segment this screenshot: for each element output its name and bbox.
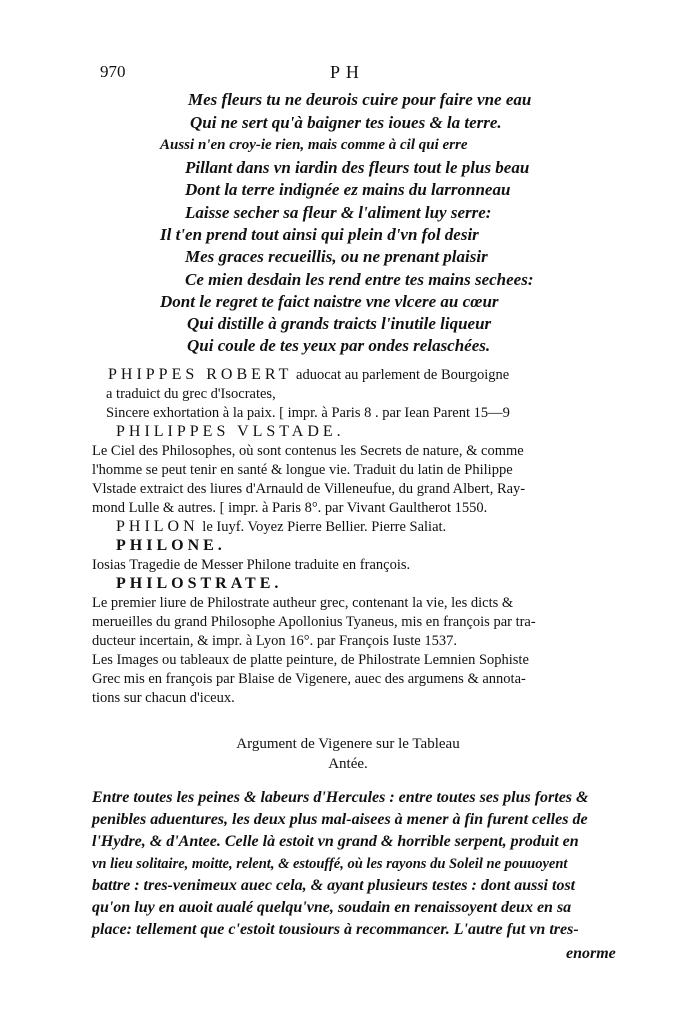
- entry-robert-line: [108, 366, 509, 384]
- prose-line: Entre toutes les peines & labeurs d'Hercules : entre toutes ses plus fortes &: [92, 789, 589, 806]
- page-number: 970: [100, 62, 126, 81]
- prose-line: qu'on luy en auoit aualé quelqu'vne, soudain en renaissoyent deux en sa: [92, 899, 572, 916]
- entry-text: Les Images ou tableaux de platte peinture, de Philostrate Lemnien Sophiste: [92, 652, 529, 668]
- prose-line: vn lieu solitaire, moitte, relent, & estouffé, où les rayons du Soleil ne pouuoyent: [92, 856, 568, 872]
- prose-line: battre : tres-venimeux auec cela, & ayant plusieurs testes : dont aussi tost: [92, 877, 576, 894]
- running-head: P H: [330, 62, 360, 82]
- entry-text: Grec mis en françois par Blaise de Vigenere, auec des argumens & annota-: [92, 671, 526, 687]
- poem-line: Aussi n'en croy-ie rien, mais comme à cil qui erre: [160, 137, 468, 153]
- page-header: [0, 62, 696, 88]
- entry-text: Le Ciel des Philosophes, où sont contenus les Secrets de nature, & comme: [92, 443, 524, 459]
- entry-text: Le premier liure de Philostrate autheur grec, contenant la vie, les dicts &: [92, 595, 514, 611]
- poem-line: Pillant dans vn iardin des fleurs tout le plus beau: [185, 158, 530, 177]
- entry-text: merueilles du grand Philosophe Apollonius Tyaneus, mis en françois par tra-: [92, 614, 536, 630]
- poem-line: Qui ne sert qu'à baigner tes ioues & la terre.: [190, 113, 502, 132]
- entry-heading-philostrate: PHILOSTRATE.: [116, 575, 283, 592]
- argument-title: Argument de Vigenere sur le Tableau: [236, 736, 460, 752]
- poem-line: Laisse secher sa fleur & l'aliment luy serre:: [185, 203, 492, 222]
- entry-text: ducteur incertain, & impr. à Lyon 16°. par François Iuste 1537.: [92, 633, 457, 649]
- argument-subtitle: Antée.: [328, 756, 368, 772]
- entry-text: a traduict du grec d'Isocrates,: [106, 386, 276, 402]
- poem-line: Mes fleurs tu ne deurois cuire pour faire vne eau: [188, 90, 532, 109]
- entry-text: l'homme se peut tenir en santé & longue vie. Traduit du latin de Philippe: [92, 462, 513, 478]
- prose-line: place: tellement que c'estoit tousiours à recommancer. L'autre fut vn tres-: [92, 921, 579, 938]
- entry-text: tions sur chacun d'iceux.: [92, 690, 235, 706]
- prose-line: penibles aduentures, les deux plus mal-aisees à mener à fin furent celles de: [92, 811, 588, 828]
- entry-text: mond Lulle & autres. [ impr. à Paris 8°. par Vivant Gaultherot 1550.: [92, 500, 488, 516]
- poem-line: Mes graces recueillis, ou ne prenant plaisir: [185, 247, 488, 266]
- entry-text: le Iuyf. Voyez Pierre Bellier. Pierre Saliat.: [202, 519, 447, 535]
- entry-heading-philone: PHILONE.: [116, 537, 226, 554]
- poem-line: Ce mien desdain les rend entre tes mains sechees:: [185, 270, 534, 289]
- entry-text: Sincere exhortation à la paix. [ impr. à Paris 8 . par Iean Parent 15—9: [106, 405, 510, 421]
- entry-heading-robert: PHIPPES ROBERT: [108, 366, 293, 383]
- prose-line: l'Hydre, & d'Antee. Celle là estoit vn grand & horrible serpent, produit en: [92, 833, 579, 850]
- catchword: enorme: [566, 945, 616, 962]
- entry-text: Vlstade extraict des liures d'Arnauld de Villeneufue, du grand Albert, Ray-: [92, 481, 526, 497]
- entry-philon-line: [116, 518, 446, 536]
- poem-line: Dont le regret te faict naistre vne vlcere au cœur: [160, 292, 499, 311]
- entry-heading-philon: PHILON: [116, 518, 199, 535]
- poem-line: Qui coule de tes yeux par ondes relaschées.: [187, 336, 491, 355]
- poem-line: Qui distille à grands traicts l'inutile liqueur: [187, 314, 492, 333]
- entry-text: Iosias Tragedie de Messer Philone traduite en françois.: [92, 557, 411, 573]
- poem-line: Dont la terre indignée ez mains du larronneau: [185, 180, 511, 199]
- entry-heading-vlstade: PHILIPPES VLSTADE.: [116, 423, 345, 440]
- poem-line: Il t'en prend tout ainsi qui plein d'vn fol desir: [160, 225, 479, 244]
- entry-text: aduocat au parlement de Bourgoigne: [296, 367, 510, 383]
